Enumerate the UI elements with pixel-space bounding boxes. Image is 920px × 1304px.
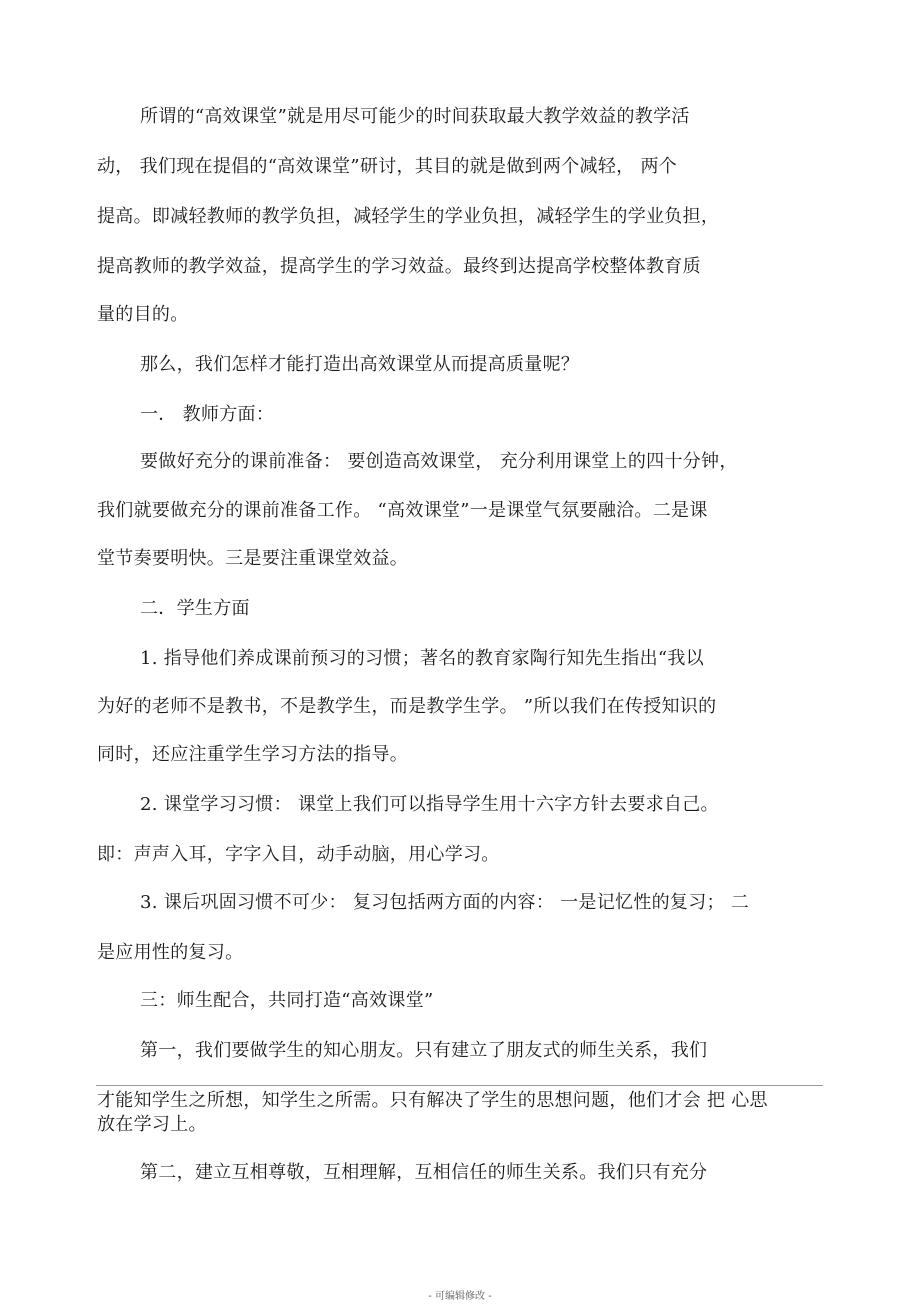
text-line: 提高。即减轻教师的教学负担，减轻学生的学业负担，减轻学生的学业负担， — [97, 206, 720, 227]
text-line: 2. 课堂学习习惯： 课堂上我们可以指导学生用十六字方针去要求自己。 — [140, 794, 719, 815]
text-line: 那么，我们怎样才能打造出高效课堂从而提高质量呢？ — [140, 354, 580, 375]
text-line: 动， 我们现在提倡的“高效课堂”研讨，其目的就是做到两个减轻， 两个 — [97, 156, 678, 177]
text-line: 放在学习上。 — [97, 1114, 207, 1135]
text-line: 我们就要做充分的课前准备工作。 “高效课堂”一是课堂气氛要融洽。二是课 — [97, 500, 708, 521]
text-line: 是应用性的复习。 — [97, 942, 244, 963]
text-line: 才能知学生之所想，知学生之所需。只有解决了学生的思想问题，他们才会 把 心思 — [97, 1090, 768, 1111]
section-heading: 二．学生方面 — [140, 598, 250, 619]
text-line: 同时，还应注重学生学习方法的指导。 — [97, 744, 409, 765]
text-line: 即：声声入耳，字字入目，动手动脑，用心学习。 — [97, 844, 500, 865]
text-line: 堂节奏要明快。三是要注重课堂效益。 — [97, 548, 409, 569]
text-line: 量的目的。 — [97, 304, 189, 325]
text-line: 要做好充分的课前准备： 要创造高效课堂， 充分利用课堂上的四十分钟， — [140, 451, 738, 472]
text-line: 所谓的“高效课堂”就是用尽可能少的时间获取最大教学效益的教学活 — [140, 106, 690, 127]
text-line: 第一，我们要做学生的知心朋友。只有建立了朋友式的师生关系，我们 — [140, 1040, 708, 1061]
text-line: 为好的老师不是教书，不是教学生，而是教学生学。 ”所以我们在传授知识的 — [97, 696, 717, 717]
text-line: 第二，建立互相尊敬，互相理解，互相信任的师生关系。我们只有充分 — [140, 1162, 708, 1183]
section-heading: 一． 教师方面： — [140, 404, 275, 425]
section-heading: 三：师生配合，共同打造“高效课堂” — [140, 990, 434, 1011]
text-line: 3. 课后巩固习惯不可少： 复习包括两方面的内容： 一是记忆性的复习； 二 — [140, 892, 750, 913]
text-line: 提高教师的教学效益，提高学生的学习效益。最终到达提高学校整体教育质 — [97, 256, 701, 277]
horizontal-rule — [96, 1085, 823, 1086]
page-footer: - 可编辑修改 - — [428, 1291, 492, 1302]
text-line: 1. 指导他们养成课前预习的习惯；著名的教育家陶行知先生指出“我以 — [140, 648, 704, 669]
